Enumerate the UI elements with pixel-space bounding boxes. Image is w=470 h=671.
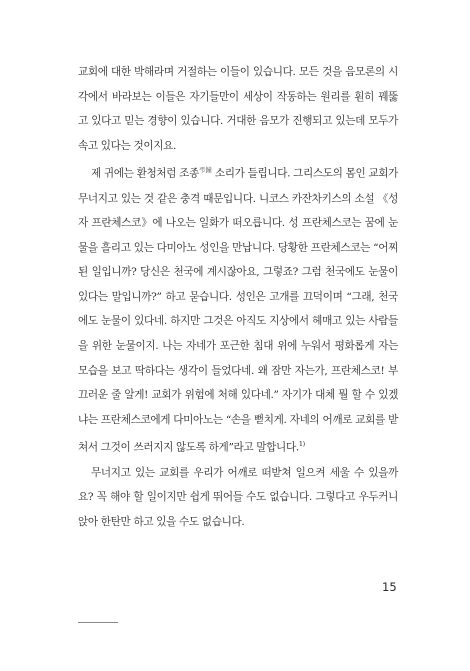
hanja-annotation: 弔鐘 (198, 166, 212, 175)
paragraph-3: 무너지고 있는 교회를 우리가 어깨로 떠받쳐 일으켜 세울 수 있을까요? 꼭 해야 할 일이지만 쉽게 뛰어들 수도 없습니다. 그렇다고 우두커니 앉아 한탄만 하고 있을 수도 없습니다. (78, 466, 398, 528)
paragraph-2-text-a: 제 귀에는 환청처럼 조종 (91, 167, 199, 180)
page-number: 15 (382, 580, 397, 594)
footnote-marker[interactable]: 1) (298, 440, 305, 449)
body-text (78, 60, 398, 534)
paragraph-1: 교회에 대한 박해라며 거절하는 이들이 있습니다. 모든 것을 음모론의 시각에서 바라보는 이들은 자기들만이 세상이 작동하는 원리를 훤히 꿰뚫고 있다고 믿는 경향이 있습니다. 거대한 음모가 진행되고 있는데 모두가 속고 있다는 것이지요. (78, 66, 398, 152)
paragraph-2 (78, 158, 398, 460)
footer-rule (78, 622, 118, 623)
paragraph-2-text-b: 소리가 들립니다. 그리스도의 몸인 교회가 무너지고 있는 것 같은 충격 때문입니다. 니코스 카잔차키스의 소설 《성자 프란체스코》에 나오는 일화가 떠오릅니다. 성 프란체스코는 꿈에 눈물을 흘리고 있는 다미아노 성인을 만납니다. 당황한 프란체스코는 “어찌 된 일입니까? 당신은 천국에 계시잖아요, 그렇죠? 그럼 천국에도 눈물이 있다는 말입니까?” 하고 묻습니다. 성인은 고개를 끄덕이며 “그래, 천국에도 눈물이 있다네. 하지만 그것은 아직도 지상에서 헤매고 있는 사람들을 위한 눈물이지. 나는 자네가 포근한 침대 위에 누워서 평화롭게 자는 모습을 보고 딱하다는 생각이 들었다네. 왜 잠만 자는가, 프란체스코! 부끄러운 줄 알게! 교회가 위험에 처해 있다네.” 자기가 대체 뭘 할 수 있겠냐는 프란체스코에게 다미아노는 “손을 뻗치게. 자네의 어깨로 교회를 받쳐서 그것이 쓰러지지 않도록 하게”라고 말합니다. (78, 167, 399, 454)
